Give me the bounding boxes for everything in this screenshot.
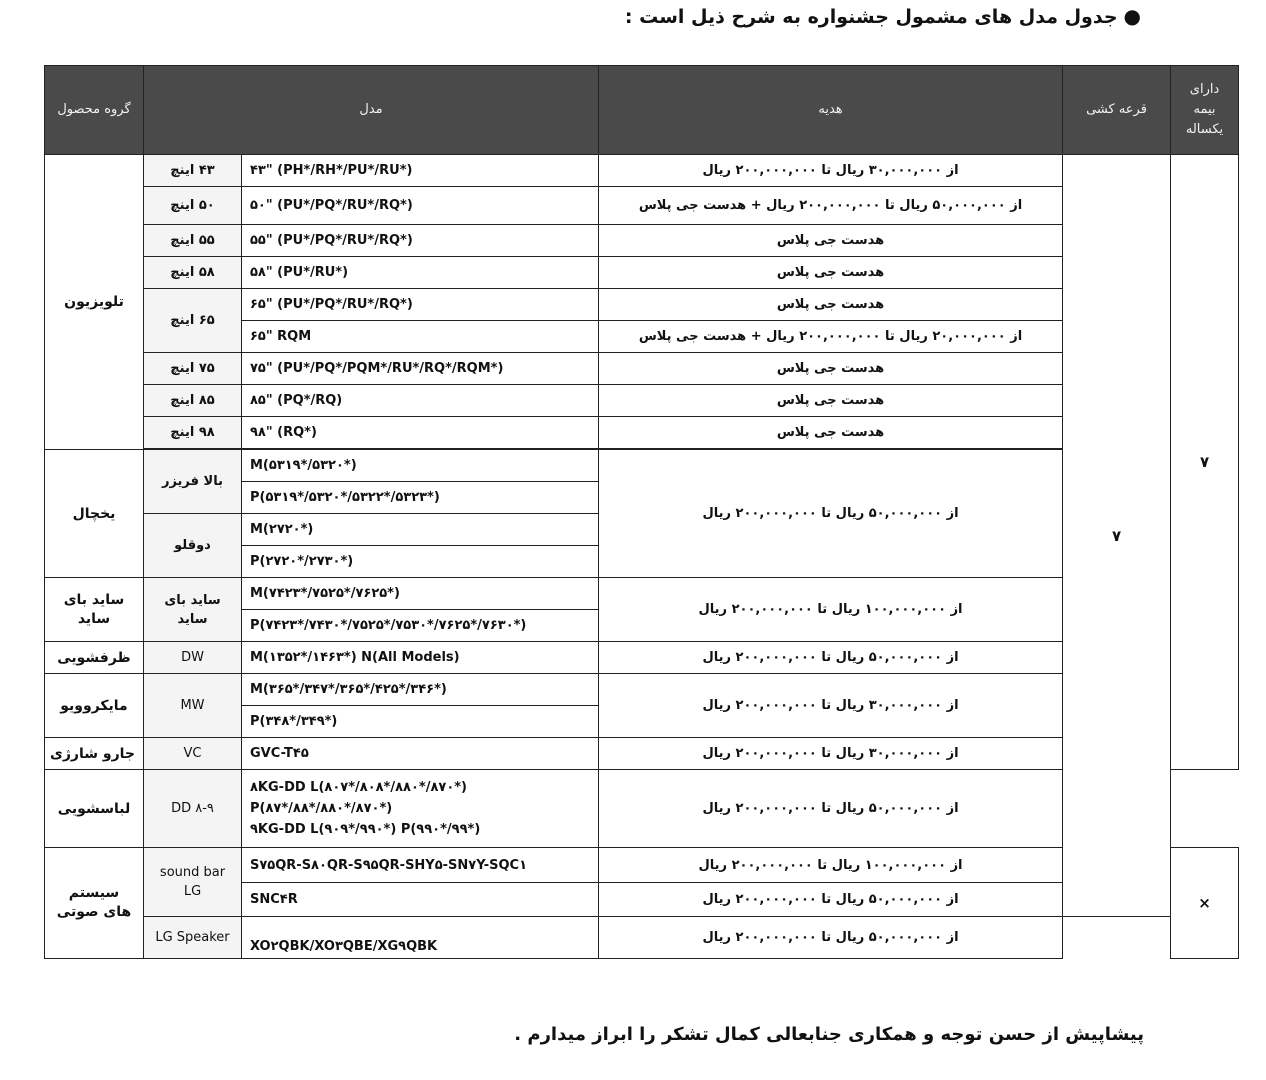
page-heading [625, 4, 1141, 28]
gift-cell: از ۵۰,۰۰۰,۰۰۰ ریال تا ۲۰۰,۰۰۰,۰۰۰ ریال + هدست جی پلاس [599, 187, 1063, 225]
group-microwave: مایکروویو [45, 674, 144, 738]
sub-tv43: ۴۳ اینچ [144, 155, 242, 187]
table-row [45, 848, 1239, 883]
model-cell: ۶۵" RQM [242, 321, 599, 353]
gift-cell: از ۳۰,۰۰۰,۰۰۰ ریال تا ۲۰۰,۰۰۰,۰۰۰ ریال [599, 738, 1063, 770]
gift-cell: از ۵۰,۰۰۰,۰۰۰ ریال تا ۲۰۰,۰۰۰,۰۰۰ ریال [599, 770, 1063, 848]
gift-cell: از ۱۰۰,۰۰۰,۰۰۰ ریال تا ۲۰۰,۰۰۰,۰۰۰ ریال [599, 578, 1063, 642]
table-row [45, 738, 1239, 770]
group-washing-machine: لباسشویی [45, 770, 144, 848]
sub-tv50: ۵۰ اینچ [144, 187, 242, 225]
model-cell: ۶۵" (PU*/PQ*/RU*/RQ*) [242, 289, 599, 321]
sub-dw: DW [144, 642, 242, 674]
model-cell-multi [242, 770, 599, 848]
table-row [45, 578, 1239, 610]
model-cell: GVC-T۴۵ [242, 738, 599, 770]
model-cell: M(۷۴۲۳*/۷۵۲۵*/۷۶۲۵*) [242, 578, 599, 610]
closing-note: پیشاپیش از حسن توجه و همکاری جنابعالی کمال تشکر را ابراز میدارم . [514, 1024, 1144, 1045]
insurance-cell-yes: ۷ [1171, 155, 1239, 770]
gift-cell: هدست جی پلاس [599, 225, 1063, 257]
model-cell: ۷۵" (PU*/PQ*/PQM*/RU*/RQ*/RQM*) [242, 353, 599, 385]
group-dishwasher: ظرفشویی [45, 642, 144, 674]
table-row [45, 353, 1239, 385]
model-cell: ۵۵" (PU*/PQ*/RU*/RQ*) [242, 225, 599, 257]
sub-tv55: ۵۵ اینچ [144, 225, 242, 257]
model-cell: P(۳۴۸*/۳۴۹*) [242, 706, 599, 738]
table-row [45, 642, 1239, 674]
sub-top-freezer: بالا فریزر [144, 450, 242, 514]
bullet-icon: ● [1123, 4, 1141, 28]
sub-tv75: ۷۵ اینچ [144, 353, 242, 385]
gift-cell: هدست جی پلاس [599, 353, 1063, 385]
gift-cell: از ۳۰,۰۰۰,۰۰۰ ریال تا ۲۰۰,۰۰۰,۰۰۰ ریال [599, 674, 1063, 738]
header-product-group: گروه محصول [45, 66, 144, 155]
group-audio: سیستم های صوتی [45, 848, 144, 959]
group-tv: تلویزیون [45, 155, 144, 450]
group-vacuum: جارو شارژی [45, 738, 144, 770]
table-row [45, 417, 1239, 449]
sub-soundbar: sound bar LG [144, 848, 242, 917]
model-cell: P(۵۳۱۹*/۵۳۲۰*/۵۳۲۲*/۵۳۲۳*) [242, 482, 599, 514]
model-cell: M(۳۶۵*/۳۴۷*/۳۶۵*/۴۲۵*/۳۴۶*) [242, 674, 599, 706]
model-cell: ۹۸" (RQ*) [242, 417, 599, 449]
insurance-cell-no: × [1171, 848, 1239, 959]
header-insurance: دارای بیمه یکساله [1171, 66, 1239, 155]
table-row [45, 225, 1239, 257]
sub-side-by-side: ساید بای ساید [144, 578, 242, 642]
sub-wm: ۸-۹ DD [144, 770, 242, 848]
model-line: ۸KG-DD L(۸۰۷*/۸۰۸*/۸۸۰*/۸۷۰*) [250, 780, 468, 795]
gift-cell: هدست جی پلاس [599, 289, 1063, 321]
heading-text: جدول مدل های مشمول جشنواره به شرح ذیل است : [624, 6, 1118, 28]
sub-tv85: ۸۵ اینچ [144, 385, 242, 417]
model-cell: ۸۵" (PQ*/RQ) [242, 385, 599, 417]
header-gift: هدیه [599, 66, 1063, 155]
table-row [45, 385, 1239, 417]
gift-cell: از ۵۰,۰۰۰,۰۰۰ ریال تا ۲۰۰,۰۰۰,۰۰۰ ریال [599, 642, 1063, 674]
table-row [45, 674, 1239, 706]
table-header-row [45, 66, 1239, 155]
model-line: ۹KG-DD L(۹۰۹*/۹۹۰*) P(۹۹۰*/۹۹*) [250, 822, 481, 837]
model-cell: ۴۳" (PH*/RH*/PU*/RU*) [242, 155, 599, 187]
model-cell: ۵۸" (PU*/RU*) [242, 257, 599, 289]
gift-cell: از ۵۰,۰۰۰,۰۰۰ ریال تا ۲۰۰,۰۰۰,۰۰۰ ریال [599, 883, 1063, 917]
model-cell: M(۲۷۲۰*) [242, 514, 599, 546]
sub-speaker: LG Speaker [144, 917, 242, 959]
sub-tv98: ۹۸ اینچ [144, 417, 242, 449]
table-row [45, 770, 1239, 848]
sub-vc: VC [144, 738, 242, 770]
campaign-models-table [44, 65, 1239, 959]
model-cell: P(۲۷۲۰*/۲۷۳۰*) [242, 546, 599, 578]
model-line: P(۸۷*/۸۸*/۸۸۰*/۸۷۰*) [250, 801, 393, 816]
gift-cell: هدست جی پلاس [599, 417, 1063, 449]
table-row [45, 187, 1239, 225]
model-cell: S۷۵QR-S۸۰QR-S۹۵QR-SHY۵-SN۷Y-SQC۱ [242, 848, 599, 883]
sub-tv65: ۶۵ اینچ [144, 289, 242, 353]
sub-mw: MW [144, 674, 242, 738]
header-model: مدل [144, 66, 599, 155]
table-row [45, 155, 1239, 187]
model-cell: SNC۴R [242, 883, 599, 917]
model-cell: XO۲QBK/XO۳QBE/XG۹QBK [242, 917, 599, 959]
table-row [45, 289, 1239, 321]
table-row [45, 257, 1239, 289]
gift-cell: از ۲۰,۰۰۰,۰۰۰ ریال تا ۲۰۰,۰۰۰,۰۰۰ ریال + هدست جی پلاس [599, 321, 1063, 353]
gift-cell: هدست جی پلاس [599, 257, 1063, 289]
model-cell: M(۱۳۵۲*/۱۴۶۳*) N(All Models) [242, 642, 599, 674]
table-row [45, 917, 1239, 959]
model-cell: ۵۰" (PU*/PQ*/RU*/RQ*) [242, 187, 599, 225]
model-cell: P(۷۴۲۳*/۷۴۳۰*/۷۵۲۵*/۷۵۳۰*/۷۶۲۵*/۷۶۳۰*) [242, 610, 599, 642]
group-fridge: یخچال [45, 450, 144, 578]
sub-tv58: ۵۸ اینچ [144, 257, 242, 289]
lottery-cell: ۷ [1063, 155, 1171, 917]
model-cell: M(۵۳۱۹*/۵۳۲۰*) [242, 450, 599, 482]
gift-cell: از ۱۰۰,۰۰۰,۰۰۰ ریال تا ۲۰۰,۰۰۰,۰۰۰ ریال [599, 848, 1063, 883]
gift-cell: از ۵۰,۰۰۰,۰۰۰ ریال تا ۲۰۰,۰۰۰,۰۰۰ ریال [599, 917, 1063, 959]
header-lottery: قرعه کشی [1063, 66, 1171, 155]
gift-cell: هدست جی پلاس [599, 385, 1063, 417]
table-row [45, 450, 1239, 482]
sub-doubleflow: دوقلو [144, 514, 242, 578]
group-side-by-side: ساید بای ساید [45, 578, 144, 642]
gift-cell: از ۵۰,۰۰۰,۰۰۰ ریال تا ۲۰۰,۰۰۰,۰۰۰ ریال [599, 450, 1063, 578]
gift-cell: از ۳۰,۰۰۰,۰۰۰ ریال تا ۲۰۰,۰۰۰,۰۰۰ ریال [599, 155, 1063, 187]
